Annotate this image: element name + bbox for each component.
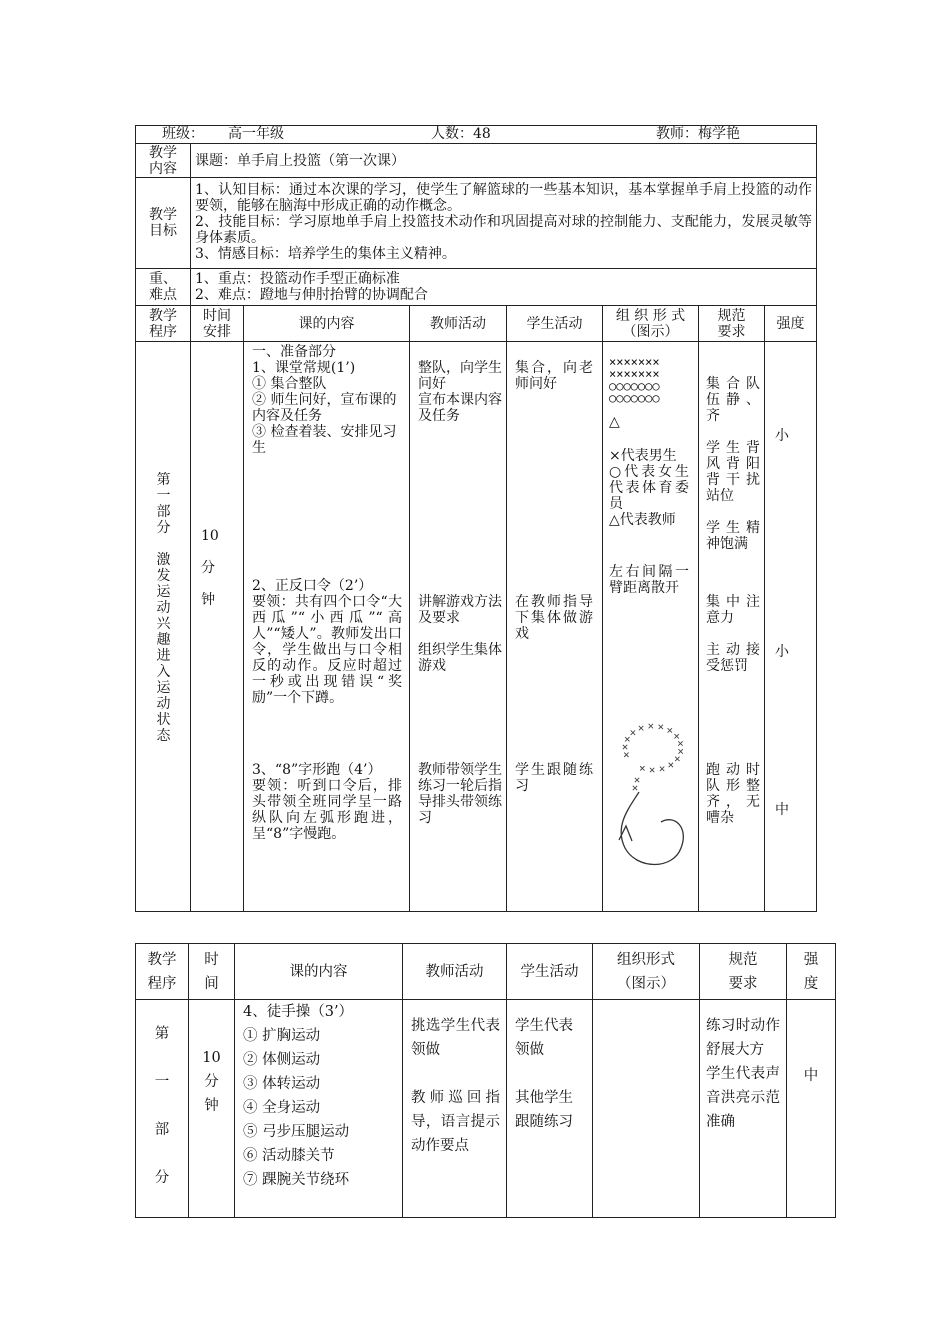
req-a: 集合队伍静、齐 学生背风背阳背干扰站位 学生精神饱满 bbox=[706, 376, 760, 552]
col-teacher: 教师活动 bbox=[410, 306, 507, 342]
t2-content: 4、徒手操（3’） ① 扩胸运动 ② 体侧运动 ③ 体转运动 ④ 全身运动 ⑤ 弓步压腿运动 ⑥ 活动膝关节 ⑦ 踝腕关节绕环 bbox=[235, 1000, 403, 1218]
content-c: 3、“8”字形跑（4’） 要领：听到口令后，排头带领全班同学呈一路纵队向左弧形跑进，呈“8”字慢跑。 bbox=[252, 762, 402, 842]
col-intensity: 强度 bbox=[765, 306, 817, 342]
t2-col-student: 学生活动 bbox=[507, 944, 593, 1000]
part1-time: 10 分 钟 bbox=[201, 528, 219, 608]
formation-legend: ×代表男生 ○代表女生代表体育委员 △代表教师 bbox=[609, 448, 689, 528]
formation-row-boys-1: ××××××× bbox=[609, 355, 660, 369]
t2-time: 10 分 钟 bbox=[189, 1000, 235, 1218]
col-content: 课的内容 bbox=[244, 306, 410, 342]
part1-teacher-cell bbox=[410, 342, 507, 912]
figure-eight-arrow-path bbox=[621, 792, 683, 865]
part1-intensity-cell bbox=[765, 342, 817, 912]
formation-row-boys-2: ××××××× bbox=[609, 367, 660, 381]
t2-program: 第 一 部 分 bbox=[136, 1000, 189, 1218]
route-cross-mark bbox=[669, 763, 673, 767]
route-cross-mark bbox=[678, 749, 682, 753]
header-row bbox=[136, 126, 817, 144]
req-c: 跑动时队形整齐，无嘈杂 bbox=[706, 762, 760, 826]
t2-col-content: 课的内容 bbox=[235, 944, 403, 1000]
route-cross-mark bbox=[640, 766, 644, 770]
part1-req-cell bbox=[699, 342, 765, 912]
route-cross-mark bbox=[649, 724, 653, 728]
t2-col-org: 组织形式 （图示） bbox=[593, 944, 700, 1000]
t2-student: 学生代表领做 其他学生跟随练习 bbox=[507, 1000, 593, 1218]
t2-teacher: 挑选学生代表领做 教师巡回指导，语言提示动作要点 bbox=[403, 1000, 507, 1218]
lesson-topic: 课题：单手肩上投篮（第一次课） bbox=[191, 144, 817, 178]
teacher-position-mark: △ bbox=[609, 414, 620, 430]
route-cross-mark bbox=[639, 726, 643, 730]
goal-text: 1、认知目标：通过本次课的学习，使学生了解篮球的一些基本知识，基本掌握单手肩上投篮的动作要领，能够在脑海中形成正确的动作概念。 2、技能目标：学习原地单手肩上投篮技术动作和巩固提高对球的控制能力、支配能力，发展灵敏等身体素质。 3、情感目标：培养学生的集体主义精神。 bbox=[191, 178, 817, 269]
route-cross-mark bbox=[678, 741, 682, 745]
part1-program: 第 一 部 分 激 发 运 动 兴 趣 进 入 运 动 状 态 bbox=[156, 472, 171, 744]
col-org: 组 织 形 式 （图示） bbox=[603, 306, 699, 342]
t2-col-req: 规范 要求 bbox=[700, 944, 787, 1000]
content-a: 一、准备部分 1、课堂常规(1’) ① 集合整队 ② 师生问好，宣布课的内容及任务 ③ 检查着装、安排见习生 bbox=[252, 344, 397, 456]
lesson-plan-table bbox=[135, 125, 817, 912]
t2-intensity: 中 bbox=[787, 1000, 836, 1218]
t2-col-program: 教学 程序 bbox=[136, 944, 189, 1000]
teacher-c: 教师带领学生练习一轮后指导排头带领练习 bbox=[418, 762, 502, 826]
teacher-a: 整队，向学生问好 宣布本课内容及任务 bbox=[418, 360, 502, 424]
t2-col-intensity: 强 度 bbox=[787, 944, 836, 1000]
student-c: 学生跟随练习 bbox=[515, 762, 593, 794]
part1-time-cell bbox=[191, 342, 244, 912]
student-b: 在教师指导下集体做游戏 bbox=[515, 594, 593, 642]
class-value: 高一年级 bbox=[228, 126, 284, 142]
col-program: 教学 程序 bbox=[136, 306, 191, 342]
t2-org bbox=[593, 1000, 700, 1218]
route-cross-mark bbox=[668, 728, 672, 732]
route-cross-mark bbox=[633, 786, 637, 790]
student-a: 集合，向老师问好 bbox=[515, 360, 593, 392]
figure-eight-route-diagram bbox=[609, 718, 693, 878]
col-req: 规范 要求 bbox=[699, 306, 765, 342]
formation-row-girls-2: ○○○○○○○ bbox=[609, 391, 660, 405]
goal-label: 教学 目标 bbox=[136, 178, 191, 269]
intensity-b: 小 bbox=[775, 644, 789, 660]
req-b: 集中注意力 主动接受惩罚 bbox=[706, 594, 760, 674]
key-label: 重、 难点 bbox=[136, 269, 191, 306]
route-cross-mark bbox=[624, 753, 628, 757]
route-cross-mark bbox=[675, 757, 679, 761]
teacher-name: 教师：梅学艳 bbox=[656, 126, 740, 142]
figure-eight-crosses bbox=[623, 724, 683, 790]
spacing-note: 左右间隔一臂距离散开 bbox=[609, 564, 689, 596]
content-label: 教学 内容 bbox=[136, 144, 191, 178]
intensity-c: 中 bbox=[775, 802, 789, 818]
formation-row-girls-1: ○○○○○○○ bbox=[609, 379, 660, 393]
lesson-plan-table-continued bbox=[135, 943, 836, 1218]
student-count: 人数：48 bbox=[431, 126, 491, 142]
key-text: 1、重点：投篮动作手型正确标准 2、难点：蹬地与伸肘抬臂的协调配合 bbox=[191, 269, 817, 306]
part1-content-cell bbox=[244, 342, 410, 912]
route-cross-mark bbox=[650, 768, 654, 772]
content-b: 2、正反口令（2’） 要领：共有四个口令“大西瓜”“小西瓜”“高人”“矮人”。教师发出口令，学生做出与口令相反的动作。反应时超过一秒或出现错误“奖励”一个下蹲。 bbox=[252, 578, 402, 706]
intensity-a: 小 bbox=[775, 428, 789, 444]
teacher-b: 讲解游戏方法及要求 组织学生集体游戏 bbox=[418, 594, 502, 674]
part1-org-cell bbox=[603, 342, 699, 912]
route-cross-mark bbox=[674, 734, 678, 738]
route-cross-mark bbox=[635, 778, 639, 782]
col-time: 时间 安排 bbox=[191, 306, 244, 342]
t2-req: 练习时动作舒展大方 学生代表声音洪亮示范准确 bbox=[700, 1000, 787, 1218]
t2-col-teacher: 教师活动 bbox=[403, 944, 507, 1000]
route-cross-mark bbox=[631, 730, 635, 734]
formation-grid bbox=[609, 356, 660, 404]
route-cross-mark bbox=[623, 745, 627, 749]
part1-student-cell bbox=[507, 342, 603, 912]
route-cross-mark bbox=[625, 737, 629, 741]
route-cross-mark bbox=[659, 725, 663, 729]
col-student: 学生活动 bbox=[507, 306, 603, 342]
t2-col-time: 时 间 bbox=[189, 944, 235, 1000]
class-label: 班级： bbox=[162, 126, 204, 142]
route-cross-mark bbox=[660, 767, 664, 771]
part1-program-cell bbox=[136, 342, 191, 912]
